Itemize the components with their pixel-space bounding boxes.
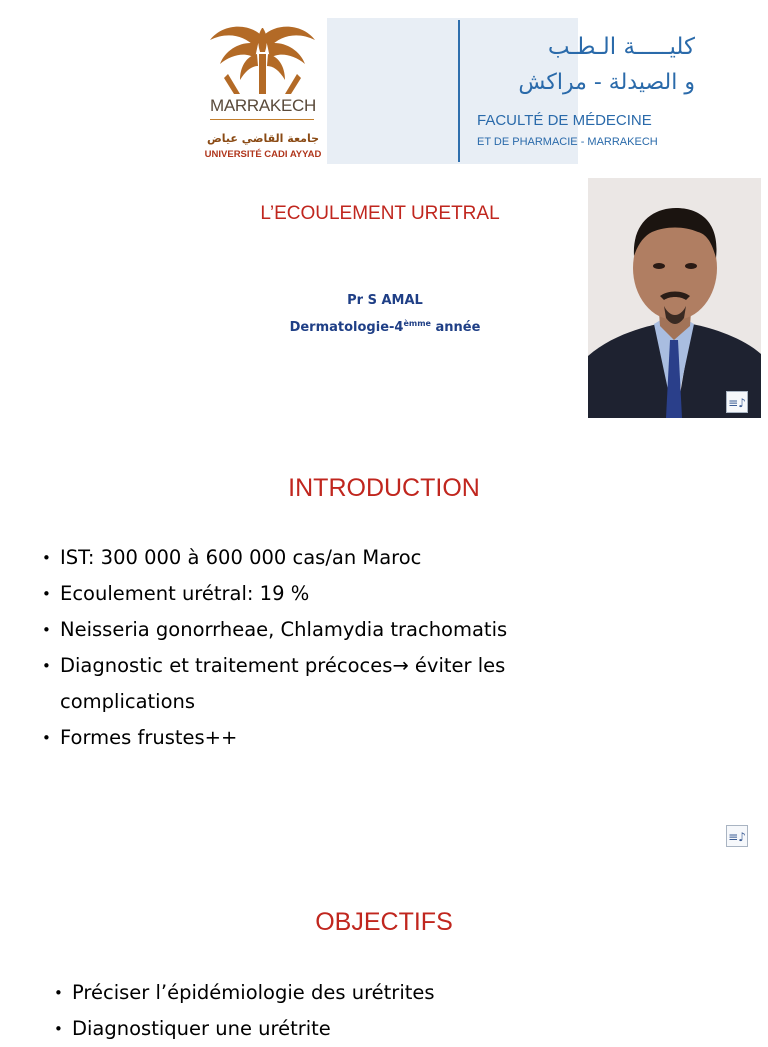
introduction-title: INTRODUCTION — [288, 474, 480, 502]
course-superscript: èmme — [403, 319, 431, 328]
list-item: • Ecoulement urétral: 19 % — [40, 576, 740, 612]
author-name: Pr S AMAL — [347, 293, 423, 308]
list-item: • Neisseria gonorrheae, Chlamydia trachomatis — [40, 612, 740, 648]
faculty-logo — [200, 18, 695, 164]
faculty-name-panel — [327, 18, 695, 164]
list-item: • Préciser l’épidémiologie des urétrites — [52, 975, 752, 1011]
list-item: • Diagnostic et traitement précoces→ éviter les complications — [40, 648, 600, 720]
course-suffix: année — [430, 320, 481, 335]
list-item: • Diagnostiquer une urétrite — [52, 1011, 752, 1047]
course-prefix: Dermatologie-4 — [289, 320, 404, 335]
faculty-name-arabic-2: و الصيدلة - مراكش — [518, 70, 695, 95]
logo-university-arabic: جامعة القاضي عياض — [206, 132, 320, 145]
course-line — [240, 312, 530, 339]
palm-emblem-icon — [200, 18, 325, 98]
faculty-name-french-2: ET DE PHARMACIE - MARRAKECH — [477, 136, 658, 148]
presentation-title: L’ECOULEMENT URETRAL — [260, 203, 500, 224]
university-emblem — [200, 18, 325, 164]
introduction-list — [40, 540, 740, 756]
list-item: • IST: 300 000 à 600 000 cas/an Maroc — [40, 540, 740, 576]
portrait-image — [588, 178, 761, 418]
logo-divider-line — [210, 119, 314, 120]
faculty-divider — [458, 20, 460, 162]
author-block — [240, 289, 530, 339]
audio-file-icon[interactable]: ≡♪ — [726, 825, 748, 847]
faculty-name-french-1: FACULTÉ DE MÉDECINE — [477, 112, 652, 129]
faculty-name-arabic-1: كليـــــة الـطـب — [547, 34, 695, 60]
author-photo — [588, 178, 761, 418]
objectifs-list — [52, 975, 752, 1047]
logo-university-french: UNIVERSITÉ CADI AYYAD — [204, 149, 322, 160]
list-item: • Formes frustes++ — [40, 720, 740, 756]
audio-file-icon[interactable]: ≡♪ — [726, 391, 748, 413]
objectifs-title: OBJECTIFS — [315, 908, 453, 936]
logo-city-text: MARRAKECH — [210, 96, 316, 115]
